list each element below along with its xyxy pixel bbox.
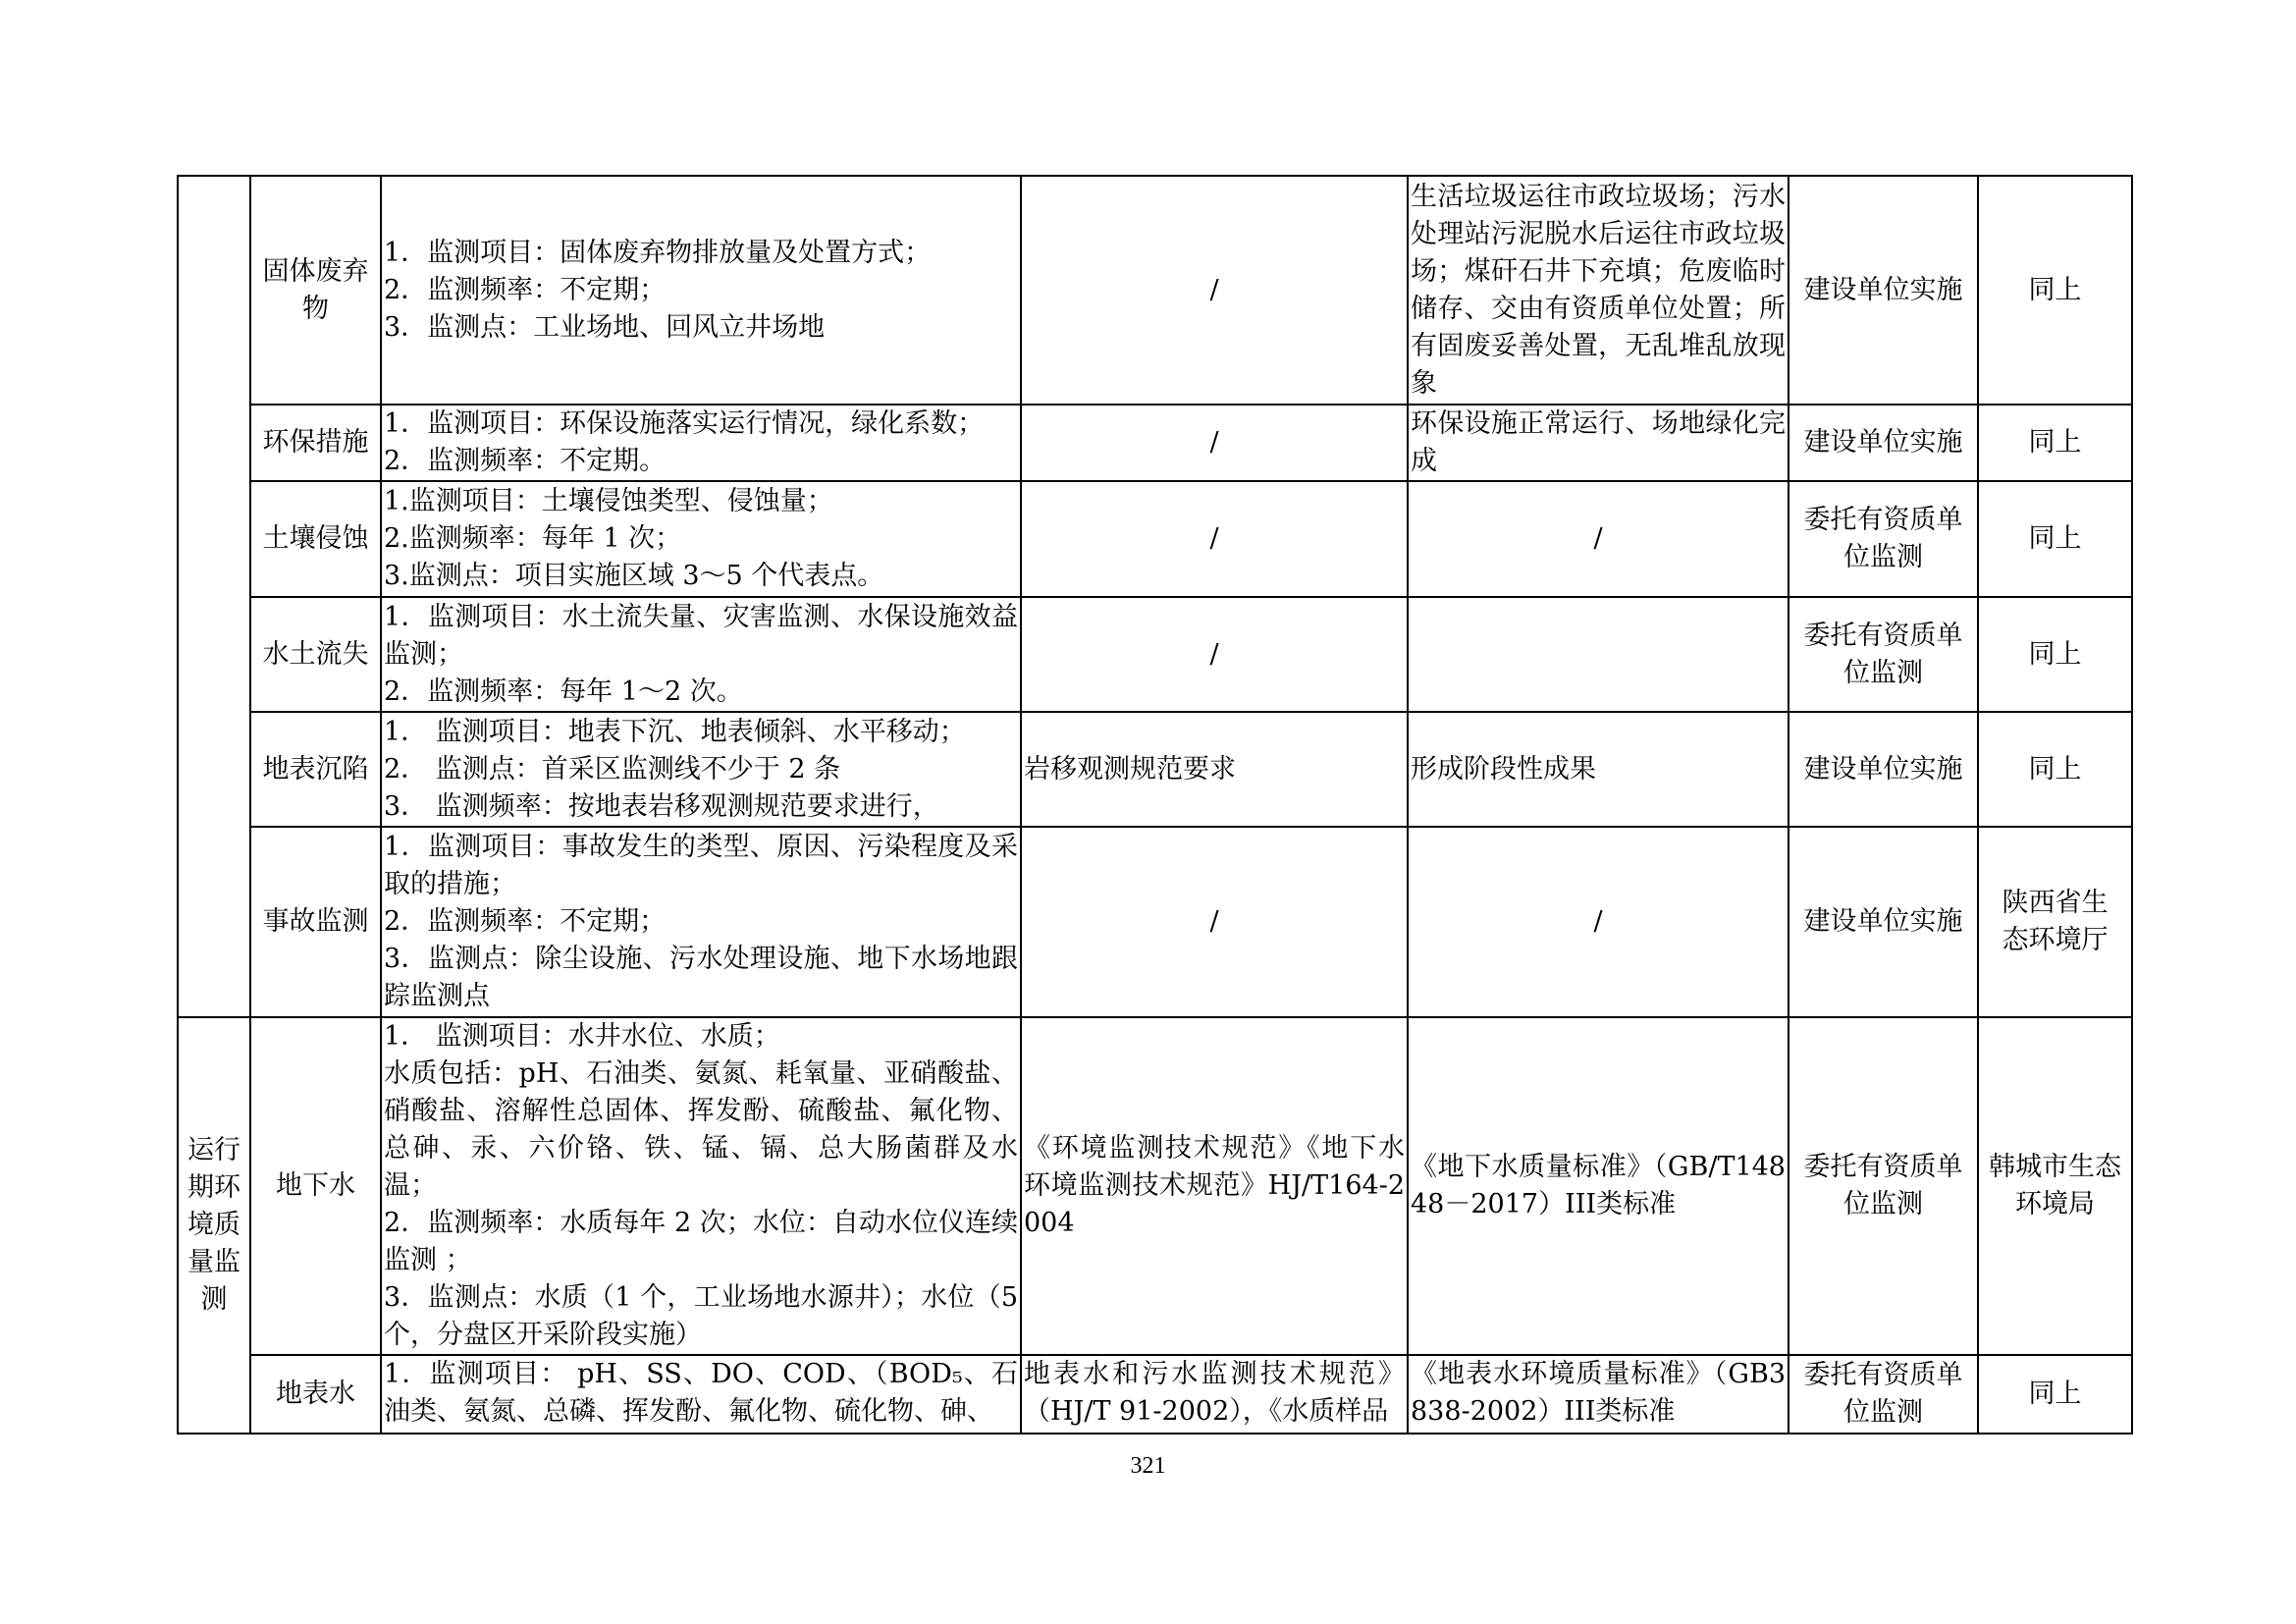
requirement-line: 2．监测频率：水质每年 2 次；水位：自动水位仪连续监测 ； xyxy=(384,1208,1018,1275)
item-cell: 事故监测 xyxy=(250,827,381,1017)
item-cell: 土壤侵蚀 xyxy=(250,481,381,597)
target-cell: 形成阶段性成果 xyxy=(1408,712,1789,827)
requirement-line: 水质包括：pH、石油类、氨氮、耗氧量、亚硝酸盐、硝酸盐、溶解性总固体、挥发酚、硫酸盐、氟化物、总砷、汞、六价铬、铁、锰、镉、总大肠菌群及水温； xyxy=(384,1058,1018,1201)
requirement-line: 2．监测频率：不定期。 xyxy=(384,446,667,476)
requirements-cell xyxy=(381,712,1021,827)
requirements-cell xyxy=(381,481,1021,597)
standard-cell: / xyxy=(1021,597,1408,712)
requirement-line: 3.监测点：项目实施区域 3～5 个代表点。 xyxy=(384,561,884,591)
requirement-line: 1．监测项目：固体废弃物排放量及处置方式； xyxy=(384,237,932,268)
item-cell: 水土流失 xyxy=(250,597,381,712)
table-row xyxy=(178,712,2132,827)
supervisor-cell: 陕西省生态环境厅 xyxy=(1978,827,2132,1017)
category-cell xyxy=(178,176,250,1017)
supervisor-cell: 同上 xyxy=(1978,176,2132,405)
requirement-line: 1.监测项目：土壤侵蚀类型、侵蚀量； xyxy=(384,486,833,516)
supervisor-cell: 同上 xyxy=(1978,1355,2132,1434)
requirement-line: 2.监测频率：每年 1 次； xyxy=(384,523,682,554)
requirement-line: 2． 监测点：首采区监测线不少于 2 条 xyxy=(384,753,841,785)
requirement-line: 1． 监测项目：地表下沉、地表倾斜、水平移动； xyxy=(384,716,966,747)
table-row xyxy=(178,481,2132,597)
item-cell: 环保措施 xyxy=(250,405,381,481)
standard-cell: 《环境监测技术规范》《地下水环境监测技术规范》HJ/T164-2004 xyxy=(1021,1017,1408,1355)
target-cell xyxy=(1408,597,1789,712)
standard-cell: / xyxy=(1021,481,1408,597)
standard-cell: 岩移观测规范要求 xyxy=(1021,712,1408,827)
category-cell: 运行期环境质量监测 xyxy=(178,1017,250,1434)
requirement-line: 1．监测项目： pH、SS、DO、COD、（BOD₅、石油类、氨氮、总磷、挥发酚、氟化物、硫化物、砷、 xyxy=(384,1359,1018,1427)
requirement-line: 3．监测点：水质（1 个，工业场地水源井）；水位（5 个，分盘区开采阶段实施） xyxy=(384,1282,1018,1350)
page-number: 321 xyxy=(1130,1453,1166,1479)
requirement-line: 3． 监测频率：按地表岩移观测规范要求进行， xyxy=(384,790,939,822)
target-cell: 生活垃圾运往市政垃圾场；污水处理站污泥脱水后运往市政垃圾场；煤矸石井下充填；危废临时储存、交由有资质单位处置；所有固废妥善处置，无乱堆乱放现象 xyxy=(1408,176,1789,405)
requirements-cell xyxy=(381,597,1021,712)
item-cell: 固体废弃物 xyxy=(250,176,381,405)
table-row xyxy=(178,827,2132,1017)
supervisor-cell: 同上 xyxy=(1978,405,2132,481)
requirement-line: 2．监测频率：不定期； xyxy=(384,906,667,937)
table-row xyxy=(178,1355,2132,1434)
requirement-line: 3．监测点：工业场地、回风立井场地 xyxy=(384,311,826,343)
standard-cell: 地表水和污水监测技术规范》（HJ/T 91-2002），《水质样品 xyxy=(1021,1355,1408,1434)
table-row xyxy=(178,597,2132,712)
requirement-line: 1．监测项目：事故发生的类型、原因、污染程度及采取的措施； xyxy=(384,832,1018,899)
implementer-cell: 委托有资质单位监测 xyxy=(1789,481,1978,597)
requirements-cell xyxy=(381,1017,1021,1355)
item-cell: 地表沉陷 xyxy=(250,712,381,827)
target-cell: / xyxy=(1408,827,1789,1017)
implementer-cell: 建设单位实施 xyxy=(1789,176,1978,405)
target-cell: / xyxy=(1408,481,1789,597)
implementer-cell: 建设单位实施 xyxy=(1789,712,1978,827)
target-cell: 《地表水环境质量标准》（GB3838-2002）III类标准 xyxy=(1408,1355,1789,1434)
supervisor-cell: 同上 xyxy=(1978,481,2132,597)
item-cell: 地表水 xyxy=(250,1355,381,1434)
requirement-line: 3．监测点：除尘设施、污水处理设施、地下水场地跟踪监测点 xyxy=(384,944,1018,1011)
supervisor-cell: 韩城市生态环境局 xyxy=(1978,1017,2132,1355)
requirements-cell xyxy=(381,1355,1021,1434)
requirement-line: 2．监测频率：每年 1～2 次。 xyxy=(384,676,743,707)
target-cell: 《地下水质量标准》（GB/T14848－2017）III类标准 xyxy=(1408,1017,1789,1355)
standard-cell: / xyxy=(1021,405,1408,481)
table-row xyxy=(178,176,2132,405)
implementer-cell: 建设单位实施 xyxy=(1789,405,1978,481)
requirement-line: 2．监测频率：不定期； xyxy=(384,274,667,305)
requirements-cell xyxy=(381,176,1021,405)
requirement-line: 1． 监测项目：水井水位、水质； xyxy=(384,1021,780,1052)
implementer-cell: 委托有资质单位监测 xyxy=(1789,1017,1978,1355)
standard-cell: / xyxy=(1021,827,1408,1017)
implementer-cell: 建设单位实施 xyxy=(1789,827,1978,1017)
target-cell: 环保设施正常运行、场地绿化完成 xyxy=(1408,405,1789,481)
table-row xyxy=(178,1017,2132,1355)
item-cell: 地下水 xyxy=(250,1017,381,1355)
implementer-cell: 委托有资质单位监测 xyxy=(1789,1355,1978,1434)
monitoring-plan-table xyxy=(177,175,2133,1435)
table-row xyxy=(178,405,2132,481)
standard-cell: / xyxy=(1021,176,1408,405)
requirement-line: 1．监测项目：水土流失量、灾害监测、水保设施效益监测； xyxy=(384,601,1018,670)
implementer-cell: 委托有资质单位监测 xyxy=(1789,597,1978,712)
supervisor-cell: 同上 xyxy=(1978,597,2132,712)
requirement-line: 1．监测项目：环保设施落实运行情况，绿化系数； xyxy=(384,408,985,439)
requirements-cell xyxy=(381,827,1021,1017)
requirements-cell xyxy=(381,405,1021,481)
supervisor-cell: 同上 xyxy=(1978,712,2132,827)
